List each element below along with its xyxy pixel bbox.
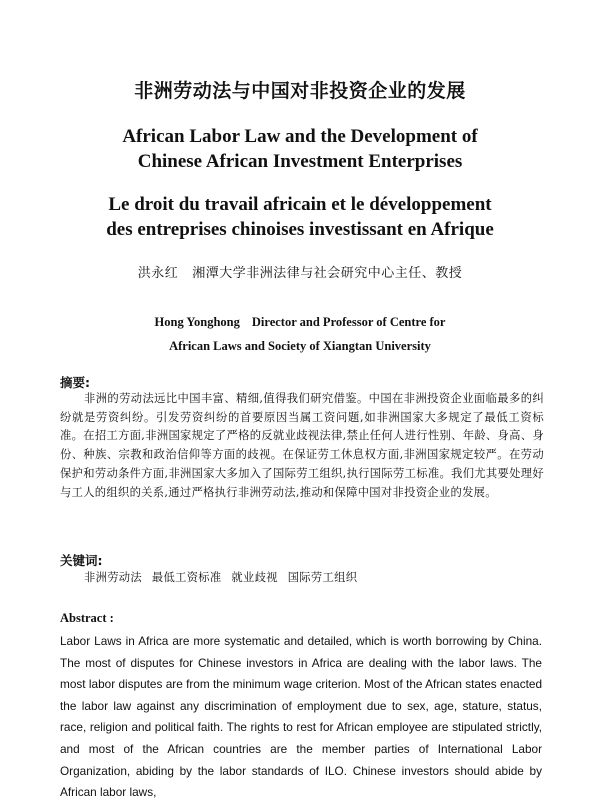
title-french xyxy=(0,192,600,242)
abstract-chinese-heading: 摘要: xyxy=(60,375,90,390)
keyword-item: 最低工资标准 xyxy=(151,571,222,584)
title-english xyxy=(0,124,600,174)
title-french-line-1: Le droit du travail africain et le développement xyxy=(108,194,492,215)
keyword-item: 就业歧视 xyxy=(231,571,278,584)
author-name-chinese: 洪永红 xyxy=(137,266,179,281)
abstract-english-heading: Abstract : xyxy=(60,611,114,625)
author-affiliation-english-line-1: Director and Professor of Centre for xyxy=(251,315,446,329)
author-affiliation-english-line-2: African Laws and Society of Xiangtan University xyxy=(169,339,431,353)
author-english xyxy=(0,310,600,358)
keyword-item: 国际劳工组织 xyxy=(287,571,358,584)
author-name-english: Hong Yonghong xyxy=(154,315,240,329)
title-chinese: 非洲劳动法与中国对非投资企业的发展 xyxy=(134,80,466,102)
title-french-line-2: des entreprises chinoises investissant en Afrique xyxy=(106,219,494,240)
title-english-line-2: Chinese African Investment Enterprises xyxy=(137,151,463,172)
keyword-item: 非洲劳动法 xyxy=(84,571,142,584)
author-chinese xyxy=(0,262,600,281)
abstract-english-body: Labor Laws in Africa are more systematic and detailed, which is worth borrowing by China. The most of disputes for Chinese investors in Africa are dealing with the labor laws. The most labor disputes are from the minimum wage criterion. Most of the African states enacted the labor law against any discrimination of employment due to sex, age, stature, status, race, religion and political faith. The rights to rest for African employee are stipulated strictly, and most of the African countries are the member parties of International Labor Organization, abiding by the labor standards of ILO. Chinese investors should abide by African labor laws, xyxy=(60,634,542,800)
author-affiliation-chinese: 湘潭大学非洲法律与社会研究中心主任、教授 xyxy=(192,266,463,281)
abstract-chinese-body: 非洲的劳动法远比中国丰富、精细,值得我们研究借鉴。中国在非洲投资企业面临最多的纠纷就是劳资纠纷。引发劳资纠纷的首要原因当属工资问题,如非洲国家大多规定了最低工资标准。在招工方面,非洲国家规定了严格的反就业歧视法律,禁止任何人进行性别、年龄、身高、身份、种族、宗教和政治信仰等方面的歧视。在保证劳工休息权方面,非洲国家规定较严。在劳动保护和劳动条件方面,非洲国家大多加入了国际劳工组织,执行国际劳工标准。我们尤其要处理好与工人的组织的关系,通过严格执行非洲劳动法,推动和保障中国对非投资企业的发展。 xyxy=(60,392,544,499)
keywords-chinese-heading: 关键词: xyxy=(60,553,103,568)
keywords-chinese-list xyxy=(84,569,363,585)
title-english-line-1: African Labor Law and the Development of xyxy=(122,126,478,147)
